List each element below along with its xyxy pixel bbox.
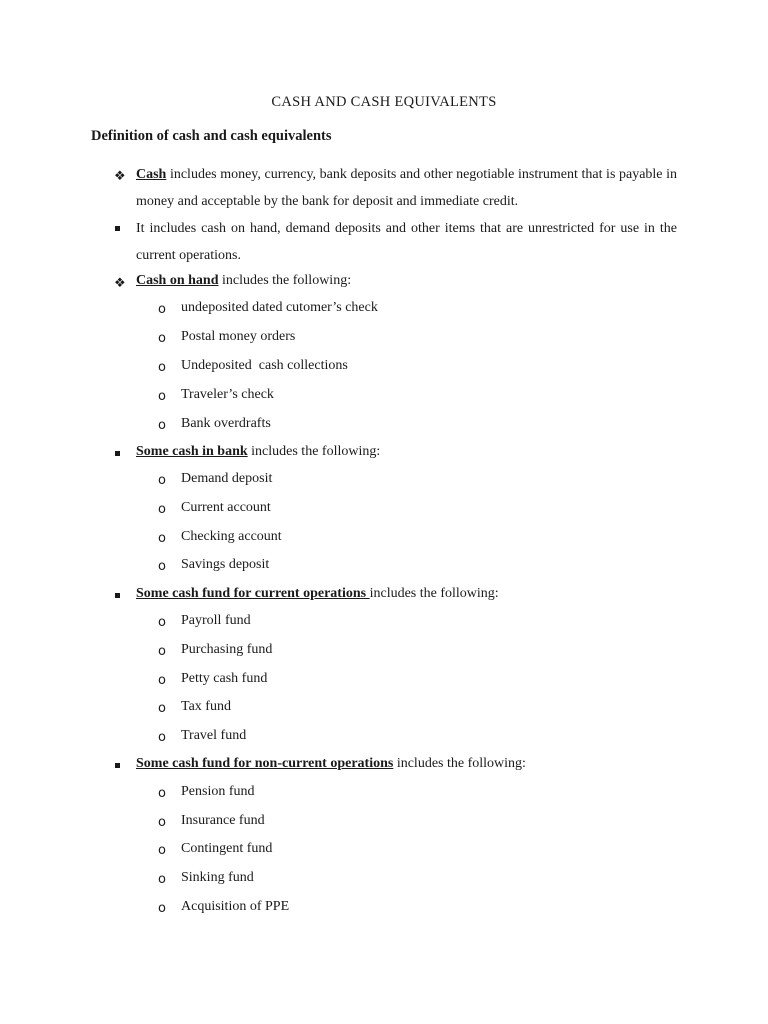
- list-item: Contingent fund: [181, 841, 273, 856]
- list-item: Tax fund: [181, 699, 231, 714]
- square-bullet-icon: [115, 763, 120, 768]
- list-item: Savings deposit: [181, 557, 270, 572]
- list-item: Current account: [181, 500, 271, 515]
- cash-term: Cash: [136, 167, 167, 182]
- circle-bullet-icon: o: [158, 615, 166, 630]
- section-heading: Definition of cash and cash equivalents: [91, 128, 332, 144]
- square-bullet-icon: [115, 451, 120, 456]
- circle-bullet-icon: o: [158, 730, 166, 745]
- list-item: Postal money orders: [181, 329, 296, 344]
- list-item: Bank overdrafts: [181, 416, 271, 431]
- circle-bullet-icon: o: [158, 389, 166, 404]
- circle-bullet-icon: o: [158, 843, 166, 858]
- cash-on-hand-suffix: includes the following:: [218, 273, 352, 288]
- circle-bullet-icon: o: [158, 559, 166, 574]
- current-ops-suffix: includes the following:: [369, 586, 499, 601]
- list-item: Purchasing fund: [181, 642, 273, 657]
- list-item: Travel fund: [181, 728, 247, 743]
- list-item: Demand deposit: [181, 471, 273, 486]
- list-item: Pension fund: [181, 784, 255, 799]
- list-item: Petty cash fund: [181, 671, 268, 686]
- list-item: Undeposited cash collections: [181, 358, 348, 373]
- cash-in-bank-term: Some cash in bank: [136, 444, 248, 459]
- circle-bullet-icon: o: [158, 302, 166, 317]
- cash-on-hand-heading: [136, 273, 351, 289]
- list-item: Sinking fund: [181, 870, 254, 885]
- square-bullet-icon: [115, 593, 120, 598]
- square-bullet-icon: [115, 226, 120, 231]
- circle-bullet-icon: o: [158, 502, 166, 517]
- list-item: Acquisition of PPE: [181, 899, 290, 914]
- noncurrent-ops-heading: [136, 756, 526, 772]
- cash-definition: [136, 161, 677, 215]
- circle-bullet-icon: o: [158, 644, 166, 659]
- cash-definition-text: includes money, currency, bank deposits and other negotiable instrument that is payable in money and acceptable by the bank for deposit and immediate credit.: [136, 167, 677, 209]
- circle-bullet-icon: o: [158, 872, 166, 887]
- circle-bullet-icon: o: [158, 473, 166, 488]
- circle-bullet-icon: o: [158, 331, 166, 346]
- cash-on-hand-term: Cash on hand: [136, 273, 219, 288]
- circle-bullet-icon: o: [158, 901, 166, 916]
- diamond-bullet-icon: ❖: [114, 275, 126, 290]
- circle-bullet-icon: o: [158, 531, 166, 546]
- circle-bullet-icon: o: [158, 815, 166, 830]
- current-ops-term: Some cash fund for current operations: [136, 586, 370, 601]
- diamond-bullet-icon: ❖: [114, 168, 126, 183]
- cash-in-bank-heading: [136, 444, 380, 460]
- circle-bullet-icon: o: [158, 673, 166, 688]
- page-title: CASH AND CASH EQUIVALENTS: [271, 94, 497, 110]
- list-item: Traveler’s check: [181, 387, 274, 402]
- circle-bullet-icon: o: [158, 701, 166, 716]
- noncurrent-ops-term: Some cash fund for non-current operations: [136, 756, 394, 771]
- list-item: undeposited dated cutomer’s check: [181, 300, 378, 315]
- list-item: Checking account: [181, 529, 282, 544]
- list-item: Insurance fund: [181, 813, 265, 828]
- circle-bullet-icon: o: [158, 418, 166, 433]
- circle-bullet-icon: o: [158, 360, 166, 375]
- list-item: Payroll fund: [181, 613, 251, 628]
- cash-in-bank-suffix: includes the following:: [247, 444, 381, 459]
- current-ops-heading: [136, 586, 499, 602]
- includes-paragraph: It includes cash on hand, demand deposits and other items that are unrestricted for use in the current operations.: [136, 221, 677, 263]
- noncurrent-ops-suffix: includes the following:: [393, 756, 526, 771]
- circle-bullet-icon: o: [158, 786, 166, 801]
